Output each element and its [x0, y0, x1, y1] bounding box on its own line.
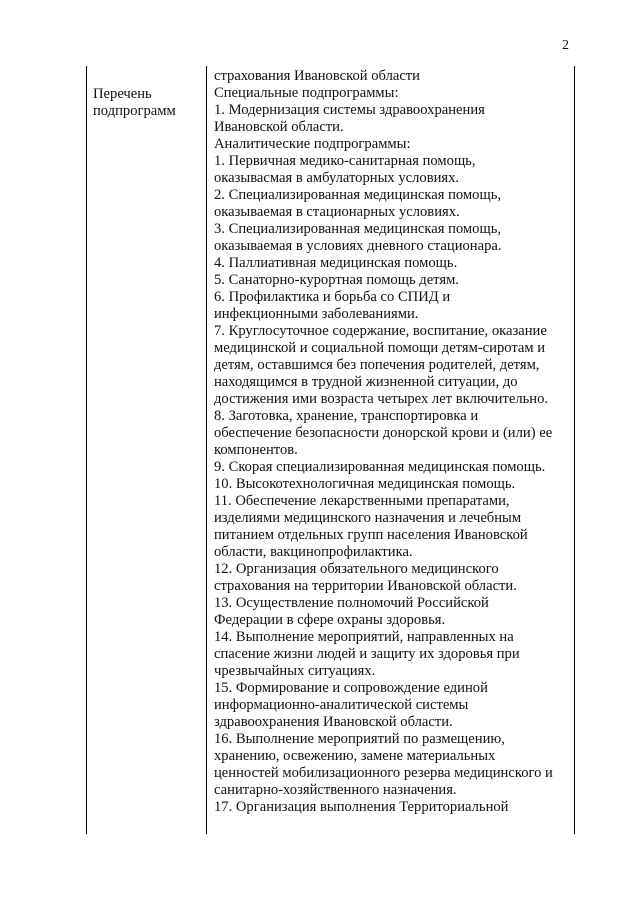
- content-line: 10. Высокотехнологичная медицинская помощь.: [214, 476, 516, 492]
- content-line: хранению, освежению, замене материальных: [214, 748, 496, 764]
- content-line: достижения ими возраста четырех лет включительно.: [214, 391, 549, 407]
- row-content: [214, 68, 570, 816]
- content-line: 17. Организация выполнения Территориальной: [214, 799, 509, 815]
- content-line: 1. Модернизация системы здравоохранения: [214, 102, 485, 118]
- content-line: обеспечение безопасности донорской крови и (или) ее: [214, 425, 553, 441]
- content-line: страхования Ивановской области: [214, 68, 420, 84]
- content-line: 8. Заготовка, хранение, транспортировка и: [214, 408, 479, 424]
- content-line: медицинской и социальной помощи детям-сиротам и: [214, 340, 546, 356]
- content-line: Специальные подпрограммы:: [214, 85, 399, 101]
- content-line: 16. Выполнение мероприятий по размещению,: [214, 731, 505, 747]
- content-line: детям, оставшимся без попечения родителей, детям,: [214, 357, 540, 373]
- content-line: 7. Круглосуточное содержание, воспитание, оказание: [214, 323, 547, 339]
- content-line: 3. Специализированная медицинская помощь,: [214, 221, 502, 237]
- content-line: здравоохранения Ивановской области.: [214, 714, 453, 730]
- content-line: 9. Скорая специализированная медицинская помощь.: [214, 459, 546, 475]
- table-border-right: [574, 66, 575, 834]
- row-label-line: подпрограмм: [93, 103, 176, 119]
- content-line: 6. Профилактика и борьба со СПИД и: [214, 289, 451, 305]
- content-line: Федерации в сфере охраны здоровья.: [214, 612, 446, 628]
- content-line: изделиями медицинского назначения и лечебным: [214, 510, 522, 526]
- content-line: находящимся в трудной жизненной ситуации, до: [214, 374, 518, 390]
- table-border-left: [86, 66, 87, 834]
- content-line: оказываемая в стационарных условиях.: [214, 204, 460, 220]
- content-line: ценностей мобилизационного резерва медицинского и: [214, 765, 553, 781]
- content-line: Ивановской области.: [214, 119, 344, 135]
- content-line: 2. Специализированная медицинская помощь,: [214, 187, 502, 203]
- content-line: 12. Организация обязательного медицинского: [214, 561, 499, 577]
- page-number: 2: [562, 38, 569, 53]
- content-line: 13. Осуществление полномочий Российской: [214, 595, 489, 611]
- content-line: 15. Формирование и сопровождение единой: [214, 680, 488, 696]
- content-line: оказываемая в условиях дневного стационара.: [214, 238, 502, 254]
- content-line: информационно-аналитической системы: [214, 697, 469, 713]
- content-line: спасение жизни людей и защиту их здоровья при: [214, 646, 520, 662]
- row-label-line: Перечень: [93, 86, 152, 102]
- row-label: [93, 86, 203, 120]
- content-line: оказывасмая в амбулаторных условиях.: [214, 170, 460, 186]
- content-line: санитарно-хозяйственного назначения.: [214, 782, 457, 798]
- content-line: Аналитические подпрограммы:: [214, 136, 411, 152]
- table-column-divider: [206, 66, 207, 834]
- content-line: страхования на территории Ивановской области.: [214, 578, 517, 594]
- content-line: компонентов.: [214, 442, 298, 458]
- content-line: 11. Обеспечение лекарственными препаратами,: [214, 493, 510, 509]
- content-line: чрезвычайных ситуациях.: [214, 663, 376, 679]
- content-line: 14. Выполнение мероприятий, направленных на: [214, 629, 514, 645]
- content-line: области, вакцинопрофилактика.: [214, 544, 413, 560]
- content-line: 5. Санаторно-курортная помощь детям.: [214, 272, 459, 288]
- content-line: 4. Паллиативная медицинская помощь.: [214, 255, 458, 271]
- content-line: инфекционными заболеваниями.: [214, 306, 419, 322]
- content-line: 1. Первичная медико-санитарная помощь,: [214, 153, 476, 169]
- content-line: питанием отдельных групп населения Ивановской: [214, 527, 528, 543]
